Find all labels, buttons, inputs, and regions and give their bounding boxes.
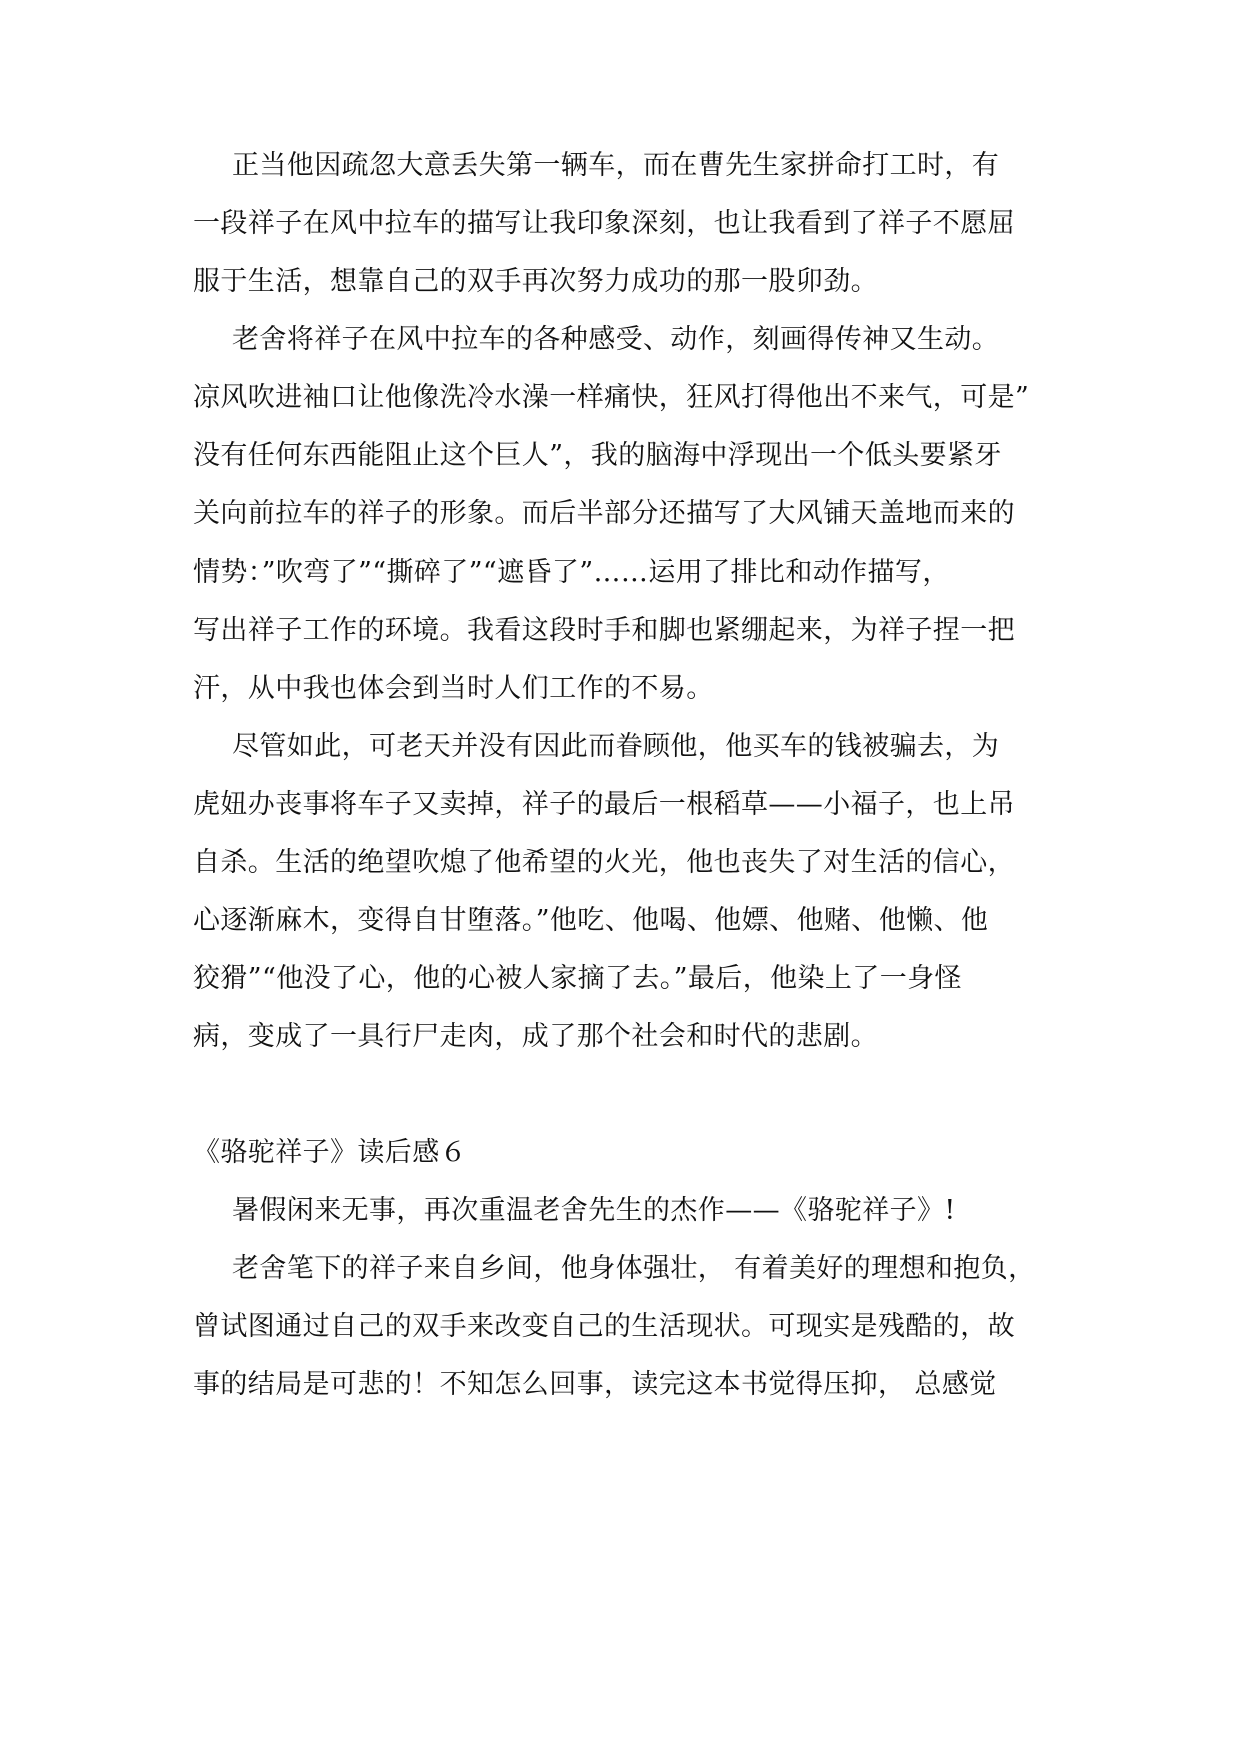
paragraph-line: 关向前拉车的祥子的形象。而后半部分还描写了大风铺天盖地而来的: [193, 498, 1015, 529]
paragraph-line: 没有任何东西能阻止这个巨人”，我的脑海中浮现出一个低头要紧牙: [193, 440, 1002, 471]
paragraph-line: 曾试图通过自己的双手来改变自己的生活现状。可现实是残酷的，故: [193, 1311, 1015, 1342]
paragraph-line: 虎妞办丧事将车子又卖掉，祥子的最后一根稻草——小福子，也上吊: [193, 789, 1015, 820]
paragraph-line: 一段祥子在风中拉车的描写让我印象深刻，也让我看到了祥子不愿屈: [193, 208, 1015, 239]
paragraph-line: 情势：”吹弯了”“撕碎了”“遮昏了”……运用了排比和动作描写，: [193, 557, 950, 588]
paragraph-line: 狡猾”“他没了心，他的心被人家摘了去。”最后，他染上了一身怪: [193, 963, 962, 994]
paragraph-line: 病，变成了一具行尸走肉，成了那个社会和时代的悲剧。: [193, 1021, 878, 1052]
paragraph-line: 写出祥子工作的环境。我看这段时手和脚也紧绷起来，为祥子捏一把: [193, 615, 1015, 646]
paragraph-line: 尽管如此，可老天并没有因此而眷顾他，他买车的钱被骗去，为: [232, 731, 1000, 762]
paragraph-line: 心逐渐麻木，变得自甘堕落。”他吃、他喝、他嫖、他赌、他懒、他: [193, 905, 989, 936]
paragraph-line: 暑假闲来无事，再次重温老舍先生的杰作——《骆驼祥子》!: [232, 1195, 956, 1226]
paragraph-line: 服于生活，想靠自己的双手再次努力成功的那一股卯劲。: [193, 266, 878, 297]
section-title: 《骆驼祥子》读后感６: [193, 1137, 467, 1168]
paragraph-line: 事的结局是可悲的！不知怎么回事，读完这本书觉得压抑， 总感觉: [193, 1369, 997, 1400]
paragraph-line: 汗，从中我也体会到当时人们工作的不易。: [193, 673, 714, 704]
paragraph-line: 老舍笔下的祥子来自乡间，他身体强壮， 有着美好的理想和抱负，: [232, 1253, 1036, 1284]
paragraph-line: 凉风吹进袖口让他像洗冷水澡一样痛快，狂风打得他出不来气，可是”: [193, 382, 1030, 413]
paragraph-line: 正当他因疏忽大意丢失第一辆车，而在曹先生家拼命打工时，有: [232, 150, 1000, 181]
paragraph-line: 老舍将祥子在风中拉车的各种感受、动作，刻画得传神又生动。: [232, 324, 1000, 355]
paragraph-line: 自杀。生活的绝望吹熄了他希望的火光，他也丧失了对生活的信心，: [193, 847, 1015, 878]
